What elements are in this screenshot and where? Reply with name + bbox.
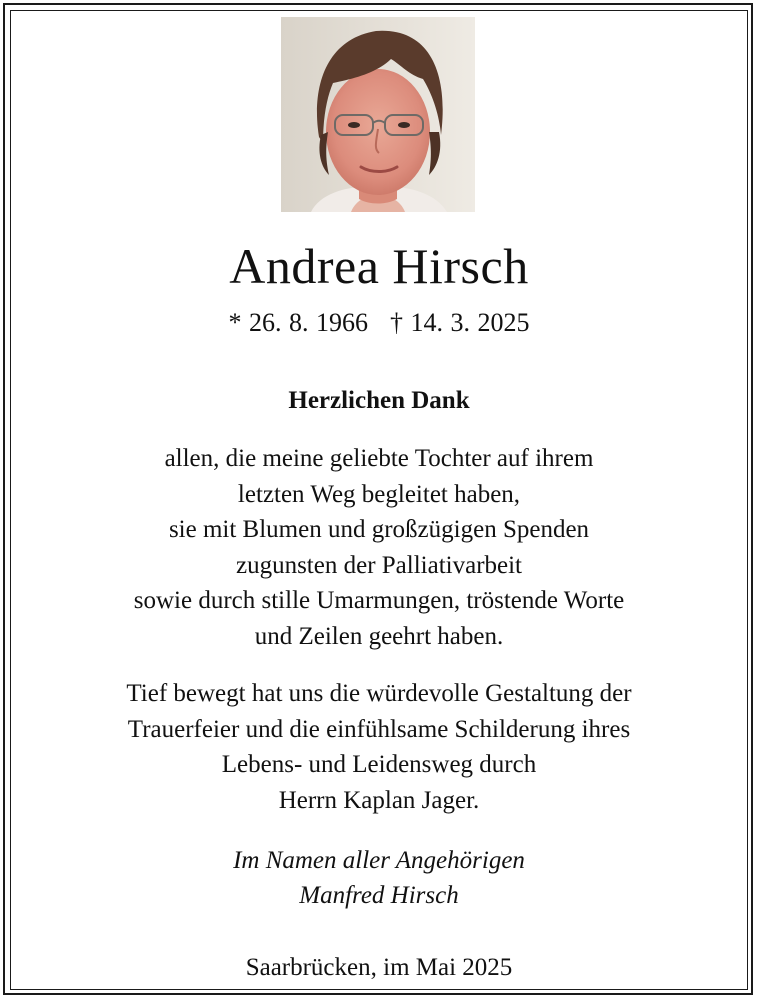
signature-intro: Im Namen aller Angehörigen [233,847,525,874]
portrait-photo [281,17,475,212]
text-line: letzten Weg begleitet haben, [237,480,521,508]
death-date: † 14. 3. 2025 [390,308,530,337]
text-line: allen, die meine geliebte Tochter auf ihrem [164,445,594,472]
place-and-date: Saarbrücken, im Mai 2025 [245,954,513,981]
life-dates [0,307,758,339]
signature-block [0,843,758,913]
text-line: Trauerfeier und die einfühlsame Schilderung ihres [127,715,631,743]
deceased-name: Andrea Hirsch [229,238,529,294]
text-line: Herrn Kaplan Jager. [278,786,480,814]
funeral-paragraph [0,676,758,818]
text-line: sowie durch stille Umarmungen, tröstende Worte [133,587,625,614]
text-line: und Zeilen geehrt haben. [254,622,504,650]
text-line: Lebens- und Leidensweg durch [221,751,537,778]
thanks-paragraph [0,441,758,654]
text-line: sie mit Blumen und großzügigen Spenden [168,516,590,543]
signature-name: Manfred Hirsch [299,882,459,909]
text-line: zugunsten der Palliativarbeit [235,551,523,579]
birth-date: * 26. 8. 1966 [228,308,368,337]
thanks-heading: Herzlichen Dank [288,387,470,414]
text-line: Tief bewegt hat uns die würdevolle Gestaltung der [126,680,632,707]
